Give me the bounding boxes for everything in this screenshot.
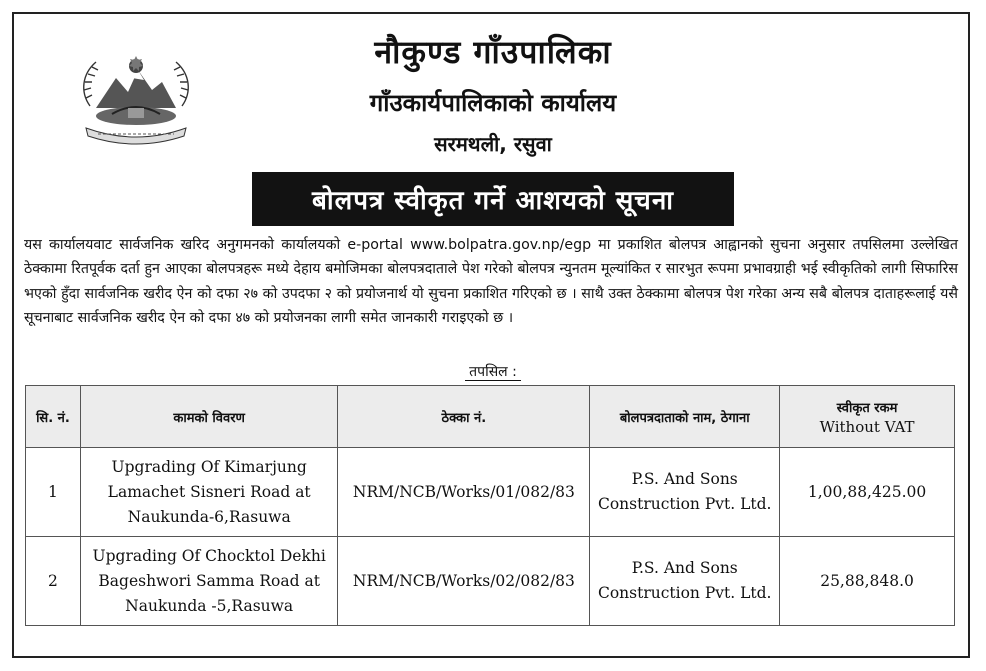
cell-contract-no: NRM/NCB/Works/02/082/83 [338, 537, 590, 626]
office-name: गाँउकार्यपालिकाको कार्यालय [369, 89, 617, 117]
header-amount-sub: Without VAT [819, 417, 915, 436]
header-contract-no: ठेक्का नं. [338, 386, 590, 448]
header-amount-label: स्वीकृत रकम [836, 400, 898, 416]
header-bidder: बोलपत्रदाताको नाम, ठेगाना [590, 386, 780, 448]
table-row [26, 448, 955, 537]
cell-description: Upgrading Of Chocktol Dekhi Bageshwori Samma Road at Naukunda -5,Rasuwa [80, 537, 338, 626]
cell-bidder: P.S. And Sons Construction Pvt. Ltd. [590, 448, 780, 537]
header-description: कामको विवरण [80, 386, 338, 448]
office-address: सरमथली, रसुवा [434, 132, 552, 156]
table-header-row [26, 386, 955, 448]
notice-body: यस कार्यालयवाट सार्वजनिक खरिद अनुगमनको कार्यालयको e-portal www.bolpatra.gov.np/egp मा प्रकाशित बोलपत्र आह्वानको सुचना अनुसार तपसिलमा उल्लेखित ठेक्कामा रितपूर्वक दर्ता हुन आएका बोलपत्रहरू मध्ये देहाय बमोजिमका बोलपत्रदाताले पेश गरेको बोलपत्र न्युनतम मूल्यांकित र सारभुत रूपमा प्रभावग्राही भई स्वीकृतिको लागी सिफारिस भएको हुँदा सार्वजनिक खरीद ऐन को दफा २७ को उपदफा २ को प्रयोजनार्थ यो सुचना प्रकाशित गरिएको छ । साथै उक्त ठेक्कामा बोलपत्र पेश गरेका अन्य सबै बोलपत्र दाताहरूलाई यसै सूचनाबाट सार्वजनिक खरीद ऐन को दफा ४७ को प्रयोजनका लागी समेत जानकारी गराइएको छ । [24, 237, 958, 326]
table-row [26, 537, 955, 626]
municipality-name: नौकुण्ड गाँउपालिका [374, 33, 612, 71]
notice-title: बोलपत्र स्वीकृत गर्ने आशयको सूचना [252, 172, 734, 226]
works-table [25, 385, 955, 626]
header-amount [780, 386, 955, 448]
cell-amount: 25,88,848.0 [780, 537, 955, 626]
schedule-label: तपसिल : [465, 364, 521, 381]
cell-bidder: P.S. And Sons Construction Pvt. Ltd. [590, 537, 780, 626]
schedule-label-wrap [0, 362, 986, 381]
cell-amount: 1,00,88,425.00 [780, 448, 955, 537]
cell-sn: 1 [26, 448, 81, 537]
cell-sn: 2 [26, 537, 81, 626]
header-sn: सि. नं. [26, 386, 81, 448]
cell-description: Upgrading Of Kimarjung Lamachet Sisneri Road at Naukunda-6,Rasuwa [80, 448, 338, 537]
cell-contract-no: NRM/NCB/Works/01/082/83 [338, 448, 590, 537]
